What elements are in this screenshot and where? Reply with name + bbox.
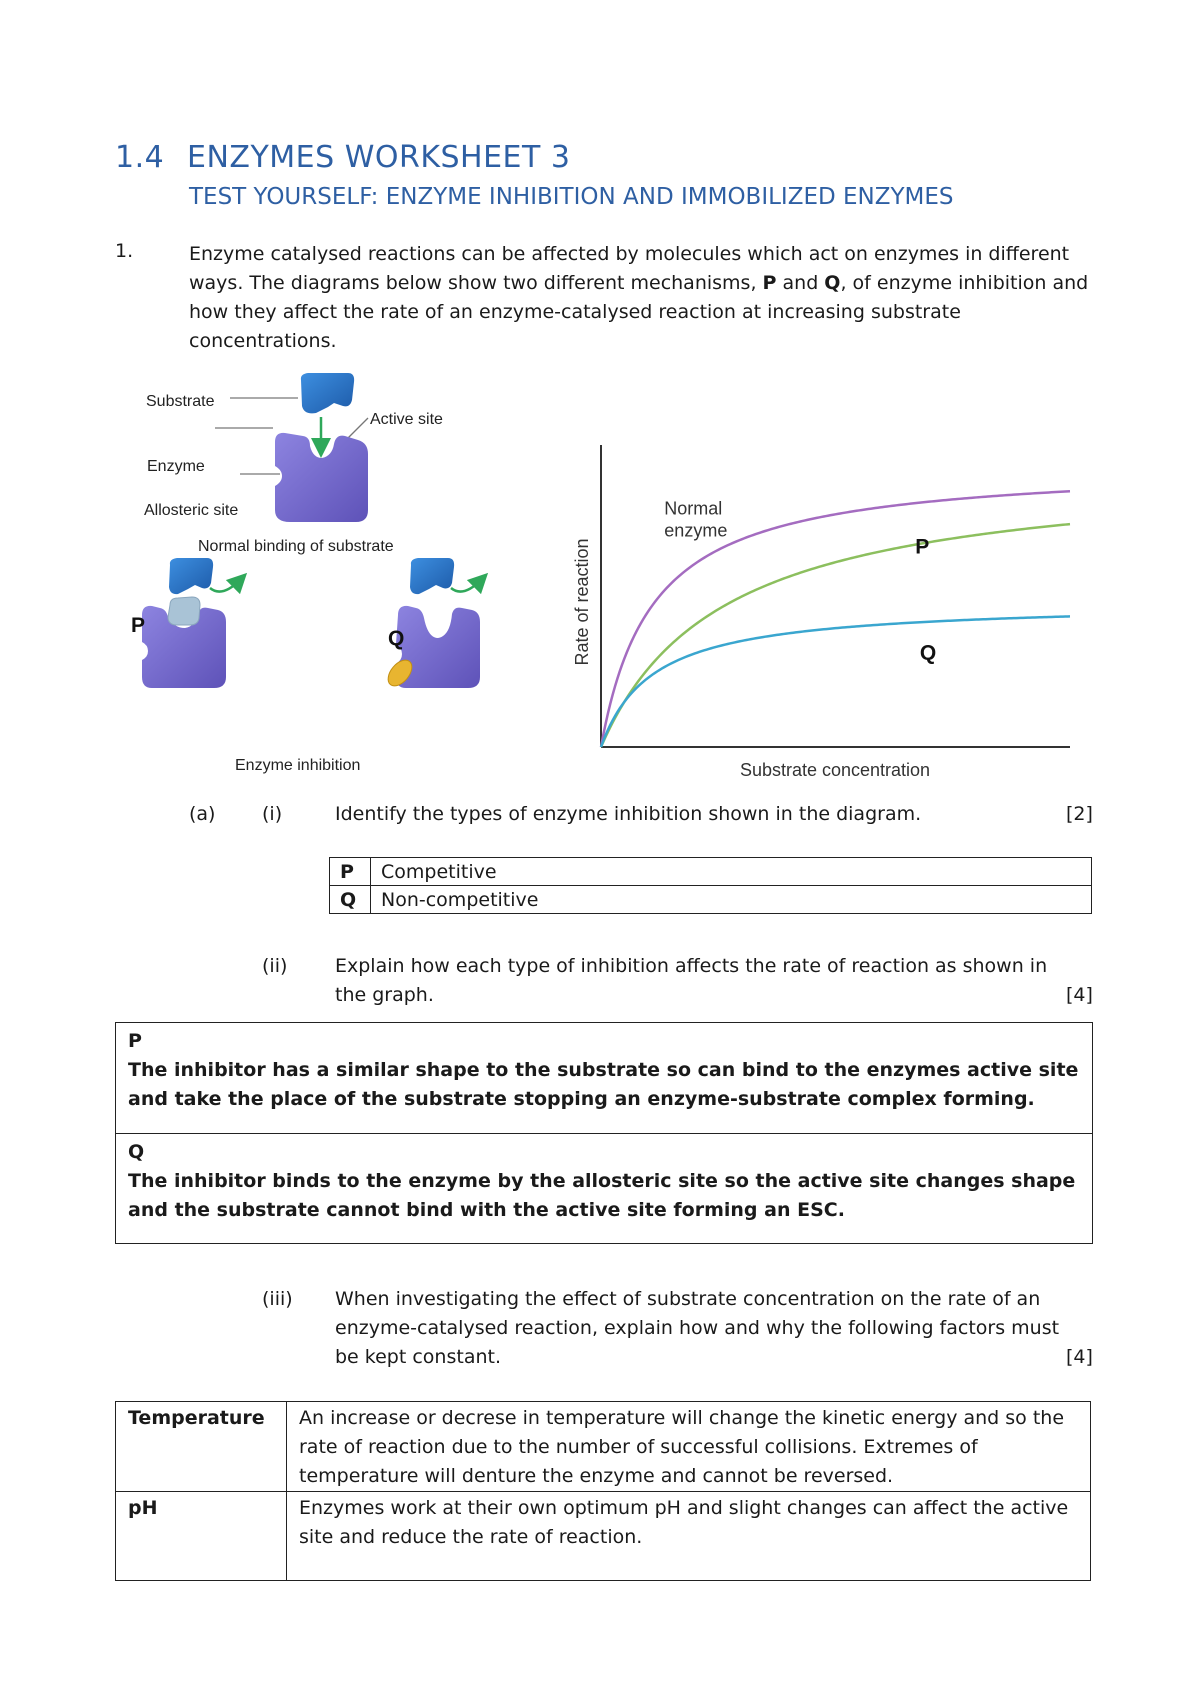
table-row (330, 858, 1092, 886)
factor-explanation: Enzymes work at their own optimum pH and slight changes can affect the active site and reduce the rate of reaction. (287, 1492, 1091, 1581)
q-release-arrow (451, 580, 481, 592)
part-iii-line1: When investigating the effect of substrate concentration on the rate of an (335, 1288, 1041, 1310)
answer-key: P (128, 1030, 142, 1052)
part-iii-label: (iii) (262, 1288, 293, 1310)
competitive-inhibitor-shape (168, 597, 200, 625)
q-substrate-shape (410, 558, 454, 594)
label-enzyme-inhibition: Enzyme inhibition (235, 757, 361, 774)
question-text-part2: , of enzyme inhibition and how they affect the rate of an enzyme-catalysed reaction at increasing substrate concentrations. (189, 272, 1089, 352)
row-value: Competitive (371, 858, 1092, 886)
table-row (116, 1492, 1091, 1581)
table-row (330, 886, 1092, 914)
y-axis-label: Rate of reaction (572, 538, 592, 666)
part-i-label: (i) (262, 803, 283, 825)
answer-key: Q (128, 1141, 145, 1163)
factor-name: pH (116, 1492, 287, 1581)
part-iii-marks: [4] (1066, 1346, 1093, 1368)
explanation-box (115, 1022, 1093, 1244)
row-value: Non-competitive (371, 886, 1092, 914)
part-iii-line3: be kept constant. (335, 1346, 501, 1368)
inhibition-type-table (329, 857, 1092, 914)
label-normal-binding: Normal binding of substrate (198, 538, 394, 555)
part-iii-line2: enzyme-catalysed reaction, explain how and why the following factors must (335, 1317, 1060, 1339)
factor-explanation: An increase or decrese in temperature will change the kinetic energy and so the rate of reaction due to the number of successful collisions. Extremes of temperature will denture the enzyme and cannot be reversed. (287, 1402, 1091, 1492)
answer-block-p (116, 1023, 1092, 1133)
row-key: P (330, 858, 371, 886)
page-title (115, 140, 570, 175)
series-label-normal-enzyme: Normal enzyme (664, 498, 728, 541)
question-number: 1. (115, 240, 134, 262)
label-substrate: Substrate (146, 393, 215, 410)
part-i-text: Identify the types of enzyme inhibition shown in the diagram. (335, 803, 922, 825)
series-label-q: Q (919, 641, 937, 665)
part-a-label: (a) (189, 803, 216, 825)
part-ii-line1: Explain how each type of inhibition affects the rate of reaction as shown in (335, 955, 1048, 977)
part-ii-marks: [4] (1066, 984, 1093, 1006)
question-text (189, 240, 1089, 356)
p-substrate-shape (169, 558, 213, 594)
label-enzyme: Enzyme (147, 458, 205, 475)
part-ii-label: (ii) (262, 955, 288, 977)
substrate-shape (301, 373, 354, 413)
question-text-and: and (776, 272, 825, 294)
part-i-marks: [2] (1066, 803, 1093, 825)
answer-text: The inhibitor has a similar shape to the substrate so can bind to the enzymes active site and take the place of the substrate stopping an enzyme-substrate complex forming. (128, 1059, 1079, 1110)
p-release-arrow (210, 580, 240, 592)
label-allosteric-site: Allosteric site (144, 502, 239, 519)
label-diagram-q: Q (388, 627, 405, 650)
section-number: 1.4 (115, 140, 165, 175)
series-line-q (601, 616, 1070, 747)
label-diagram-p: P (131, 614, 146, 637)
row-key: Q (330, 886, 371, 914)
series-line-p (601, 524, 1070, 747)
table-row (116, 1402, 1091, 1492)
answer-block-q (116, 1133, 1092, 1243)
rate-graph (560, 430, 1080, 790)
series-label-p: P (915, 535, 930, 559)
x-axis-label: Substrate concentration (739, 760, 931, 780)
part-ii-line2: the graph. (335, 984, 434, 1006)
series-labels (664, 499, 936, 665)
question-bold-q: Q (824, 272, 841, 294)
question-bold-p: P (762, 272, 777, 294)
label-active-site: Active site (370, 411, 443, 428)
page-subtitle: TEST YOURSELF: ENZYME INHIBITION AND IMMOBILIZED ENZYMES (189, 184, 954, 210)
title-text: ENZYMES WORKSHEET 3 (187, 140, 571, 175)
factor-name: Temperature (116, 1402, 287, 1492)
answer-text: The inhibitor binds to the enzyme by the allosteric site so the active site changes shape and the substrate cannot bind with the active site forming an ESC. (128, 1170, 1076, 1221)
enzyme-diagram (130, 370, 560, 780)
factors-table (115, 1401, 1091, 1581)
question-text-part1: Enzyme catalysed reactions can be affected by molecules which act on enzymes in different ways. The diagrams below show two different mechanisms, (189, 243, 1070, 294)
